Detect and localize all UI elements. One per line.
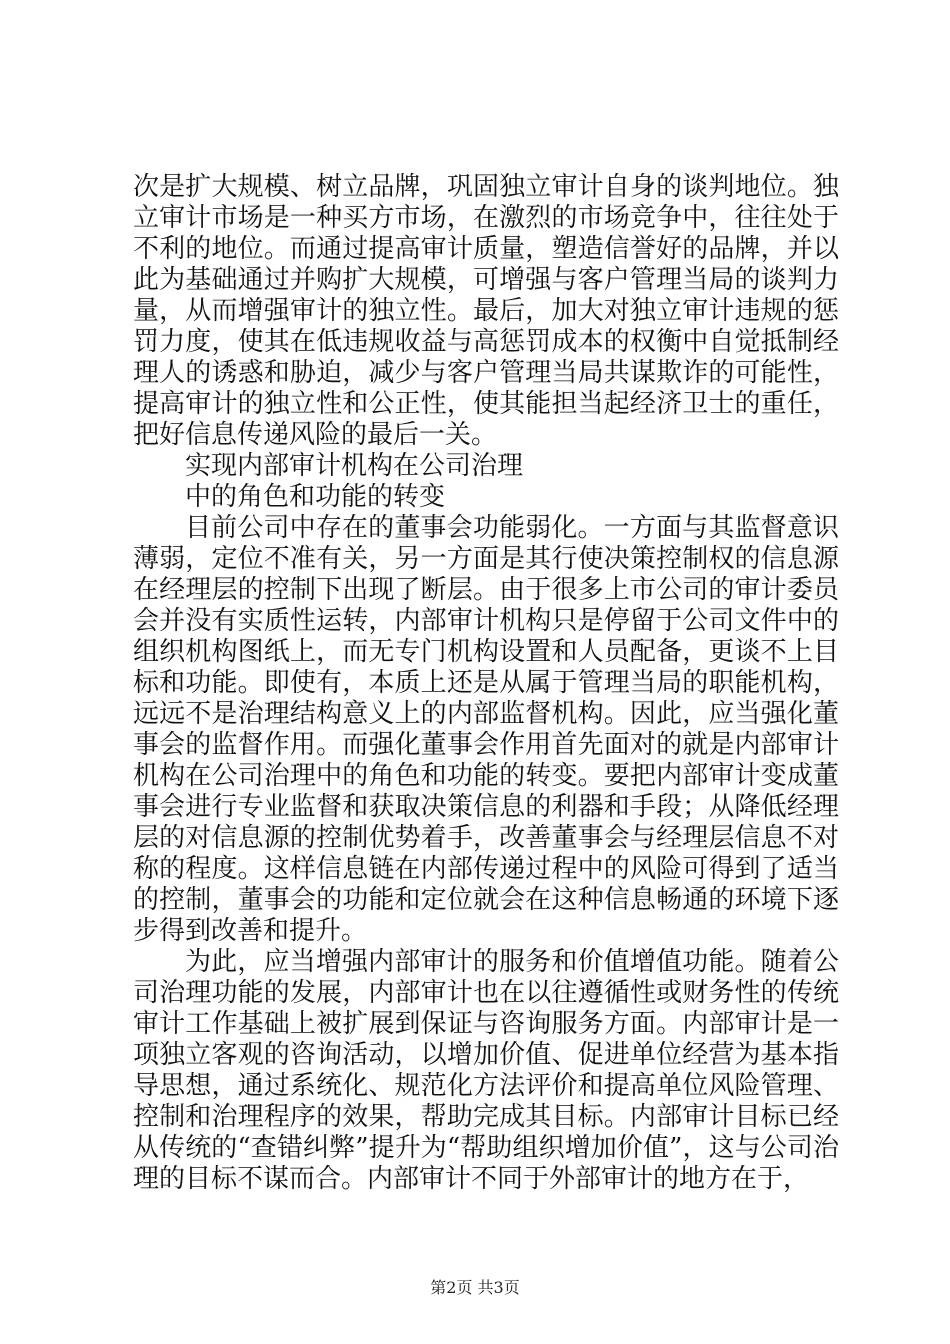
paragraph-audit-independence: 次是扩大规模、树立品牌，巩固独立审计自身的谈判地位。独立审计市场是一种买方市场，在激烈的市场竞争中，往往处于不利的地位。而通过提高审计质量，塑造信誉好的品牌，并以此为基础通过并购扩大规模，可增强与客户管理当局的谈判力量，从而增强审计的独立性。最后，加大对独立审计违规的惩罚力度，使其在低违规收益与高惩罚成本的权衡中自觉抵制经理人的诱惑和胁迫，减少与客户管理当局共谋欺诈的可能性，提高审计的独立性和公正性，使其能担当起经济卫士的重任，把好信息传递风险的最后一关。: [133, 172, 839, 450]
section-heading-line-1: 实现内部审计机构在公司治理: [185, 451, 524, 481]
document-body: [133, 172, 839, 1195]
section-heading-line-2: 中的角色和功能的转变: [185, 482, 446, 512]
paragraph-board-function: 目前公司中存在的董事会功能弱化。一方面与其监督意识薄弱，定位不准有关，另一方面是其行使决策控制权的信息源在经理层的控制下出现了断层。由于很多上市公司的审计委员会并没有实质性运转，内部审计机构只是停留于公司文件中的组织机构图纸上，而无专门机构设置和人员配备，更谈不上目标和功能。即使有，本质上还是从属于管理当局的职能机构，远远不是治理结构意义上的内部监督机构。因此，应当强化董事会的监督作用。而强化董事会作用首先面对的就是内部审计机构在公司治理中的角色和功能的转变。要把内部审计变成董事会进行专业监督和获取决策信息的利器和手段；从降低经理层的对信息源的控制优势着手，改善董事会与经理层信息不对称的程度。这样信息链在内部传递过程中的风险可得到了适当的控制，董事会的功能和定位就会在这种信息畅通的环境下逐步得到改善和提升。: [133, 513, 839, 946]
paragraph-internal-audit-value: 为此，应当增强内部审计的服务和价值增值功能。随着公司治理功能的发展，内部审计也在以往遵循性或财务性的传统审计工作基础上被扩展到保证与咨询服务方面。内部审计是一项独立客观的咨询活动，以增加价值、促进单位经营为基本指导思想，通过系统化、规范化方法评价和提高单位风险管理、控制和治理程序的效果，帮助完成其目标。内部审计目标已经从传统的“查错纠弊”提升为“帮助组织增加价值”，这与公司治理的目标不谋而合。内部审计不同于外部审计的地方在于，: [133, 947, 839, 1194]
page-footer: 第2页 共3页: [430, 1278, 520, 1297]
